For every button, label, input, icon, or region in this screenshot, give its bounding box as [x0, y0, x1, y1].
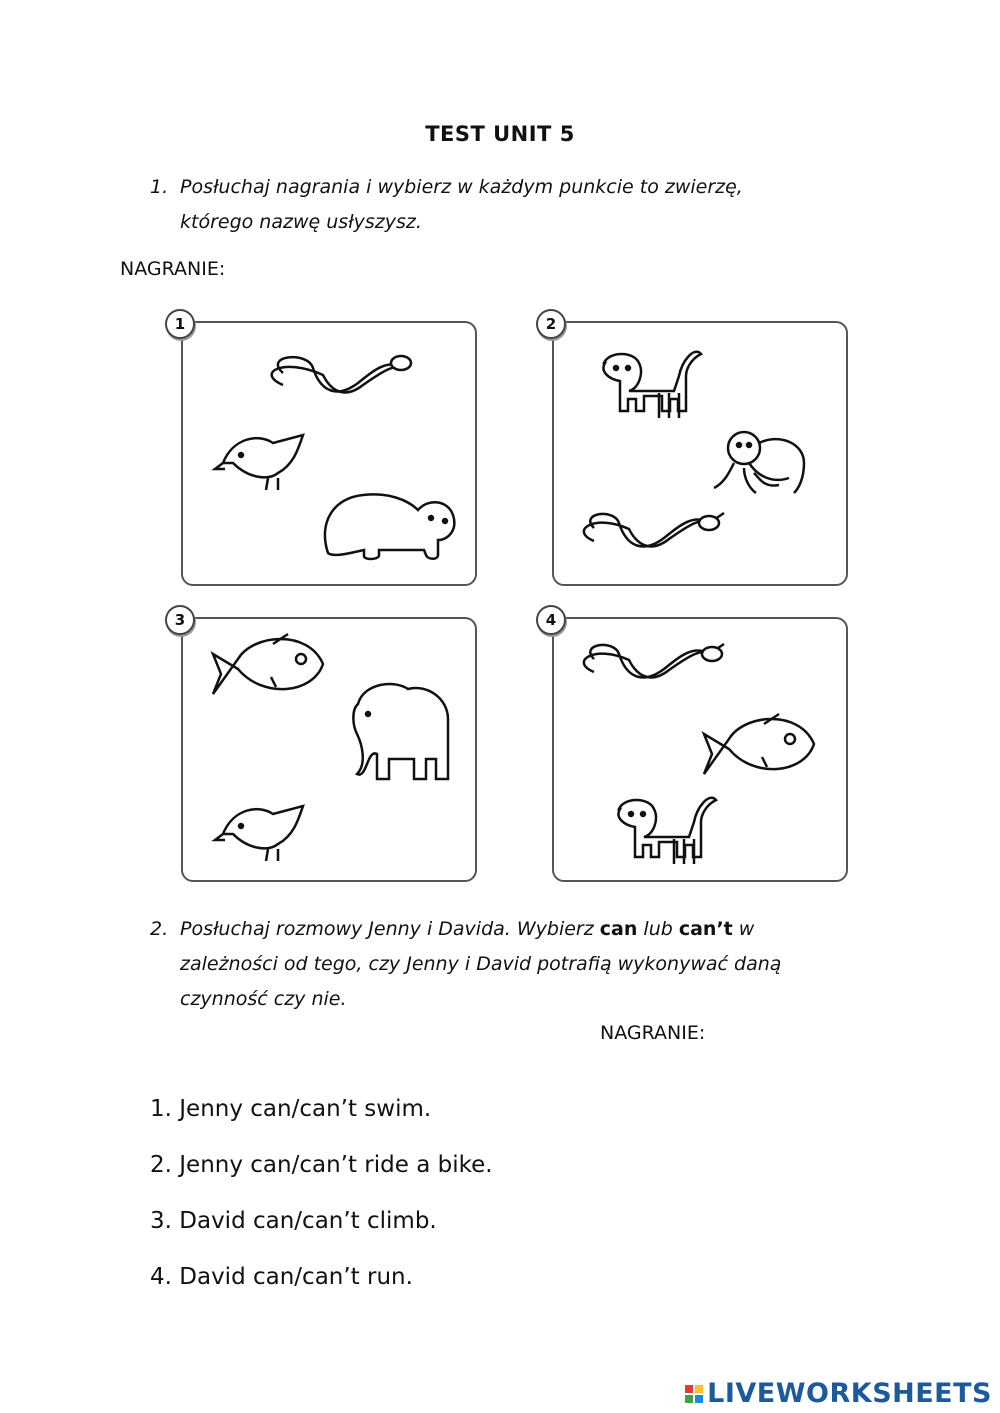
bird-icon: [215, 806, 303, 861]
list-item[interactable]: [150, 1206, 437, 1236]
item-number: 1.: [150, 1096, 172, 1122]
task2-recording-label: NAGRANIE:: [600, 1022, 706, 1044]
panel-number-badge: 1: [165, 309, 195, 339]
task1-recording-label: NAGRANIE:: [120, 258, 226, 280]
task2-line3: czynność czy nie.: [180, 988, 347, 1010]
choice-panel-4[interactable]: [545, 611, 848, 882]
fish-icon: [704, 714, 814, 774]
item-number: 3.: [150, 1208, 172, 1234]
choice-panel-1[interactable]: [174, 315, 477, 586]
choice-panel-2[interactable]: [545, 315, 848, 586]
list-item[interactable]: [150, 1094, 431, 1124]
snake-icon: [272, 356, 411, 392]
fish-icon: [213, 634, 323, 694]
cant-keyword: can’t: [678, 918, 733, 940]
panel-number-badge: 4: [536, 605, 566, 635]
choice-panel-3[interactable]: [174, 611, 477, 882]
list-item[interactable]: [150, 1262, 413, 1292]
task1-number: 1.: [150, 176, 169, 198]
task2-line1-text: Posłuchaj rozmowy Jenny i Davida. Wybierz: [180, 918, 600, 940]
panel-number-badge: 3: [165, 605, 195, 635]
panel-number-badge: 2: [536, 309, 566, 339]
item-number: 2.: [150, 1152, 172, 1178]
bird-icon: [215, 435, 303, 490]
elephant-icon: [353, 684, 448, 779]
item-text: Jenny can/can’t ride a bike.: [179, 1152, 493, 1178]
task1-instructions: [150, 170, 910, 240]
item-number: 4.: [150, 1264, 172, 1290]
can-keyword: can: [599, 918, 638, 940]
task2-lub: lub: [637, 918, 679, 940]
tiger-icon: [603, 352, 701, 418]
item-text: David can/can’t climb.: [179, 1208, 437, 1234]
logo-icon: [685, 1385, 703, 1403]
item-text: David can/can’t run.: [179, 1264, 413, 1290]
list-item[interactable]: [150, 1150, 493, 1180]
task2-line2: zależności od tego, czy Jenny i David potrafią wykonywać daną: [180, 953, 782, 975]
item-text: Jenny can/can’t swim.: [179, 1096, 432, 1122]
liveworksheets-logo[interactable]: [685, 1378, 992, 1409]
task1-line1: Posłuchaj nagrania i wybierz w każdym punkcie to zwierzę,: [180, 176, 743, 198]
task2-instructions: [150, 912, 930, 1017]
tiger-icon: [618, 798, 716, 864]
page-title: TEST UNIT 5: [425, 122, 575, 146]
task2-number: 2.: [150, 918, 169, 940]
bear-icon: [325, 494, 454, 559]
monkey-icon: [714, 432, 804, 493]
task2-line1: [180, 912, 930, 947]
task1-line2: którego nazwę usłyszysz.: [180, 211, 422, 233]
task2-line1-end: w: [732, 918, 755, 940]
logo-text: LIVEWORKSHEETS: [707, 1378, 992, 1409]
snake-icon: [584, 513, 724, 546]
snake-icon: [584, 644, 724, 677]
